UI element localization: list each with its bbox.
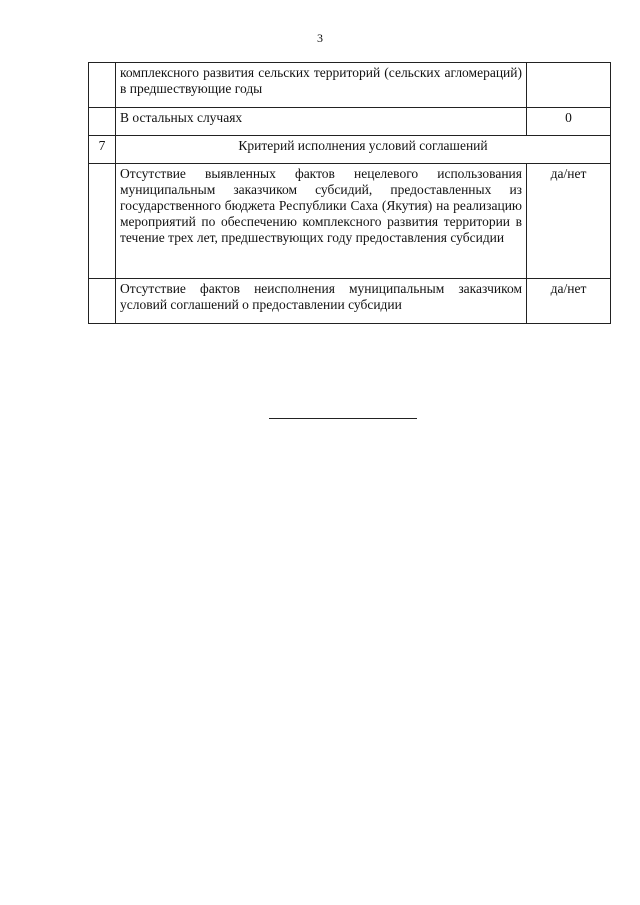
row-number-cell [89,108,116,136]
page-number: 3 [317,31,323,45]
table-row [89,279,611,324]
criterion-value [527,63,611,108]
table-row [89,136,611,164]
criterion-value: да/нет [527,164,611,279]
criterion-value: 0 [527,108,611,136]
criterion-text: комплексного развития сельских территорий (сельских агломераций) в предшествующие годы [116,63,527,108]
table-row [89,164,611,279]
criteria-table [88,62,611,324]
table-row [89,63,611,108]
row-number-cell [89,279,116,324]
row-number-cell [89,63,116,108]
section-number: 7 [89,136,116,164]
criterion-value: да/нет [527,279,611,324]
criterion-text: В остальных случаях [116,108,527,136]
end-separator-line [269,418,417,419]
criterion-text: Отсутствие фактов неисполнения муниципальным заказчиком условий соглашений о предоставлении субсидии [116,279,527,324]
table-row [89,108,611,136]
criterion-text: Отсутствие выявленных фактов нецелевого использования муниципальным заказчиком субсидий, предоставленных из государственного бюджета Республики Саха (Якутия) на реализацию мероприятий по обеспечению комплексного развития территории в течение трех лет, предшествующих году предоставления субсидии [116,164,527,279]
row-number-cell [89,164,116,279]
section-heading: Критерий исполнения условий соглашений [116,136,611,164]
